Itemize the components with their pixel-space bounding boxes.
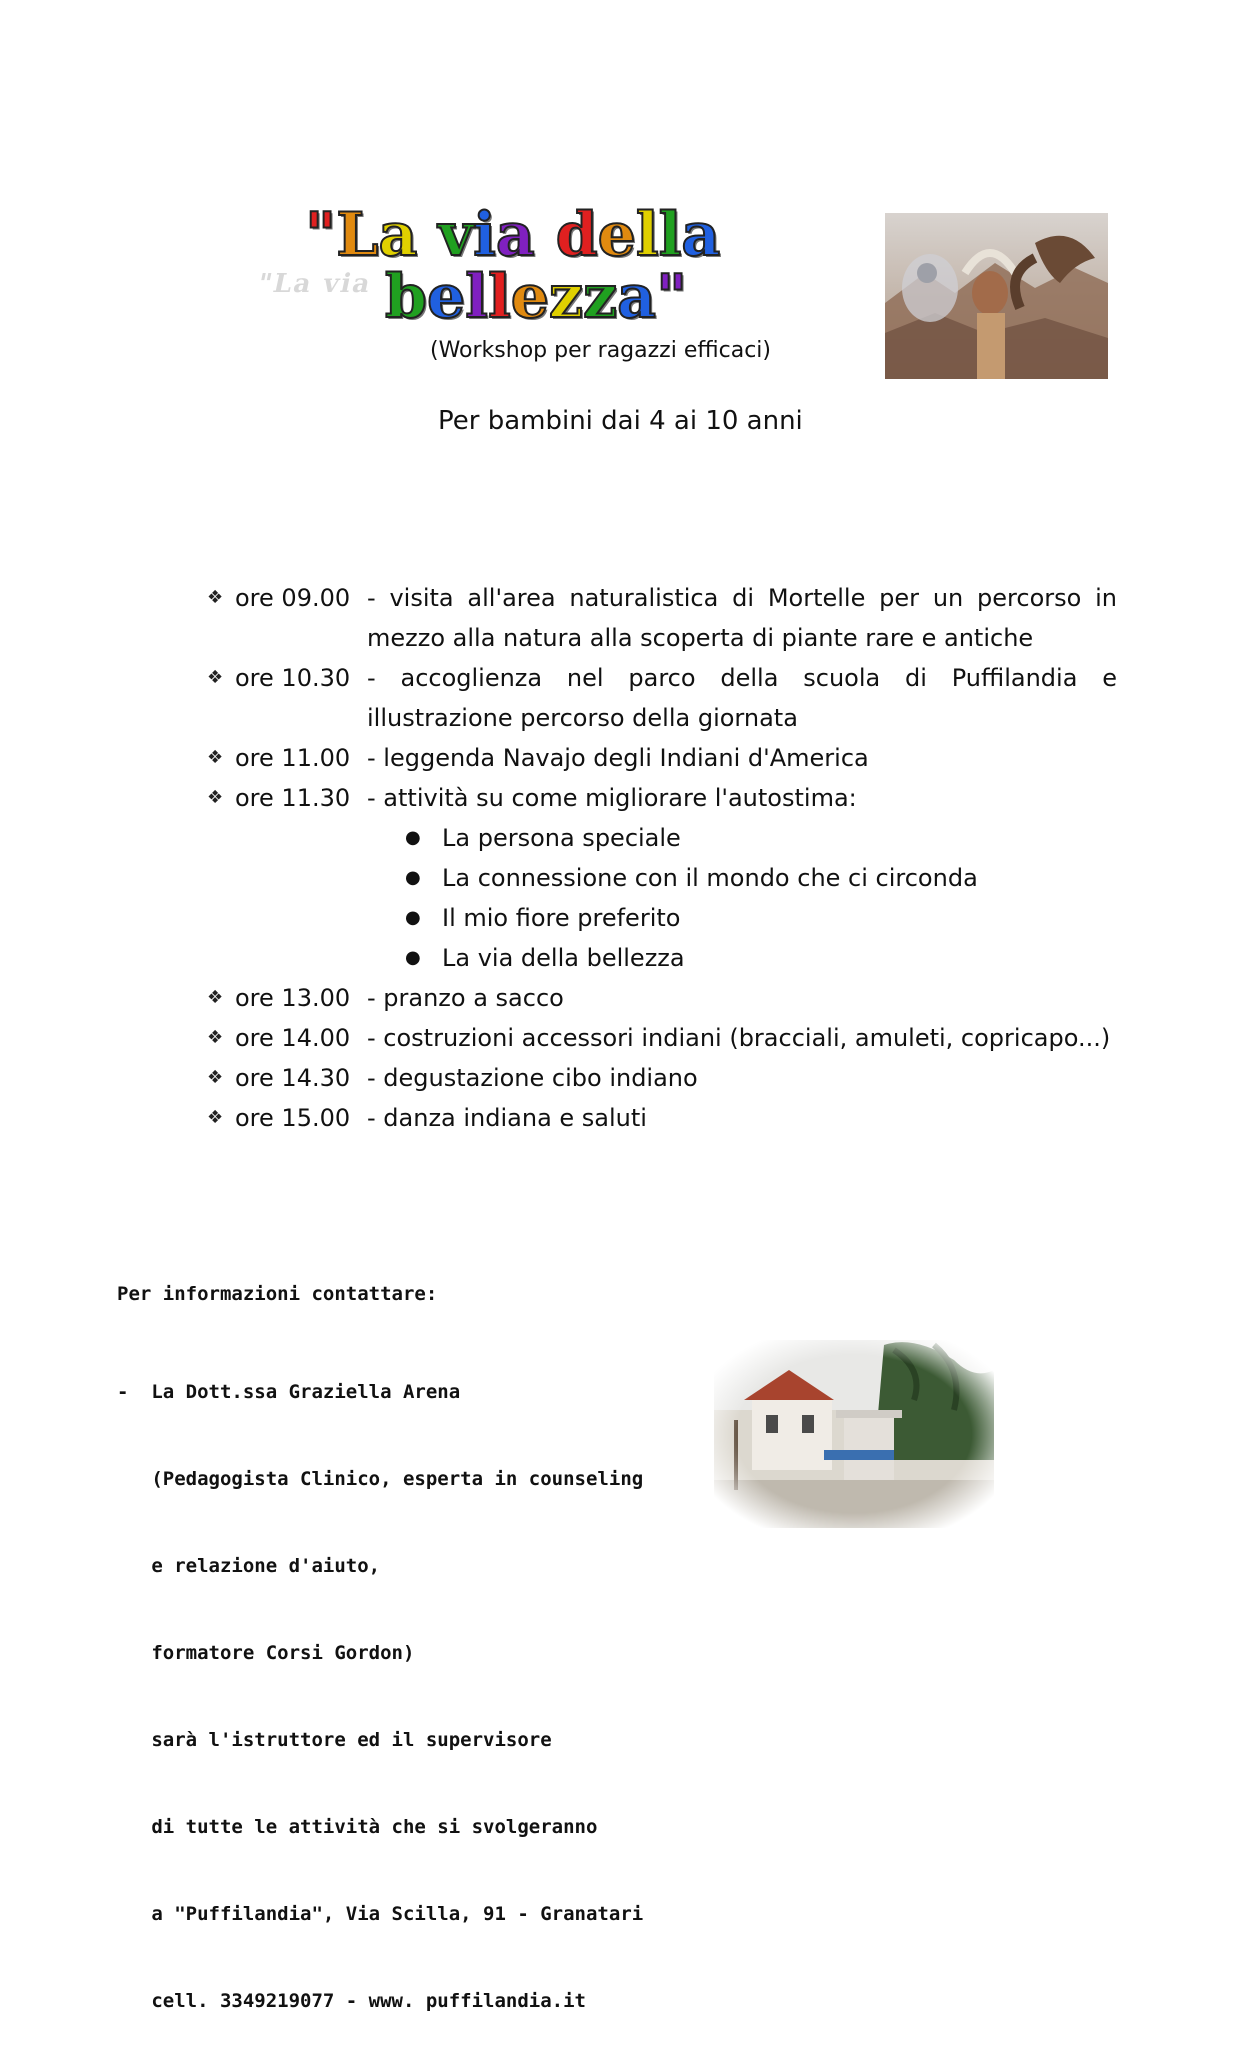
building-svg (714, 1340, 994, 1528)
subtitle: (Workshop per ragazzi efficaci) (430, 338, 771, 363)
bullet-dot-icon: ● (405, 907, 421, 928)
title-line-2 (385, 262, 688, 332)
title-letter (417, 205, 438, 265)
schedule-row (207, 1098, 1117, 1138)
schedule-row (207, 978, 1117, 1018)
contact-line: a "Puffilandia", Via Scilla, 91 - Granatari (117, 1903, 644, 1925)
title-letter: a (617, 262, 656, 332)
title-letter: L (336, 200, 379, 270)
diamond-bullet-icon: ❖ (207, 1067, 224, 1088)
title-letter: z (583, 262, 618, 332)
schedule-row (207, 738, 1117, 778)
diamond-bullet-icon: ❖ (207, 1027, 224, 1048)
diamond-bullet-icon: ❖ (207, 667, 224, 688)
title-letter: d (555, 200, 598, 270)
activity-label: Il mio fiore preferito (442, 904, 681, 932)
schedule-row (207, 778, 1117, 818)
schedule-row (207, 578, 1117, 658)
diamond-bullet-icon: ❖ (207, 1107, 224, 1128)
school-building-photo (714, 1340, 994, 1528)
contact-line: di tutte le attività che si svolgeranno (117, 1816, 598, 1838)
schedule-desc: - pranzo a sacco (367, 984, 564, 1012)
diamond-bullet-icon: ❖ (207, 747, 224, 768)
diamond-bullet-icon: ❖ (207, 787, 224, 808)
list-item (207, 818, 1117, 858)
schedule-desc: - danza indiana e saluti (367, 1104, 647, 1132)
contact-line: (Pedagogista Clinico, esperta in counseling (117, 1468, 644, 1490)
activity-label: La connessione con il mondo che ci circonda (442, 864, 978, 892)
title-block (250, 200, 890, 345)
title-letter: l (658, 200, 682, 270)
title-letter: e (597, 200, 636, 270)
schedule-desc: - attività su come migliorare l'autostima: (367, 784, 857, 812)
title-letter: a (495, 200, 535, 270)
contact-block (117, 1320, 643, 2045)
schedule-desc: - accoglienza nel parco della scuola di Puffilandia e illustrazione percorso della giornata (367, 664, 1117, 732)
contact-line: sarà l'istruttore ed il supervisore (117, 1729, 552, 1751)
schedule-time: ore 14.30 (235, 1064, 351, 1092)
contact-line: cell. 3349219077 - www. puffilandia.it (117, 1990, 586, 2012)
title-letter: " (305, 200, 337, 270)
title-letter: b (385, 262, 427, 332)
schedule-time: ore 11.30 (235, 784, 351, 812)
title-letter: " (655, 262, 688, 332)
activity-list (207, 818, 1117, 978)
schedule-time: ore 10.30 (235, 664, 351, 692)
title-letter: e (426, 262, 466, 332)
activity-label: La persona speciale (442, 824, 681, 852)
title-letter: a (378, 200, 418, 270)
native-american-illustration (885, 213, 1108, 379)
schedule-desc: - degustazione cibo indiano (367, 1064, 698, 1092)
schedule (207, 578, 1117, 1138)
title-letter: e (510, 262, 549, 332)
schedule-time: ore 13.00 (235, 984, 351, 1012)
contact-line: formatore Corsi Gordon) (117, 1642, 415, 1664)
bullet-dot-icon: ● (405, 827, 421, 848)
bullet-dot-icon: ● (405, 947, 421, 968)
list-item (207, 938, 1117, 978)
title-shadow: "La via (254, 269, 375, 299)
bullet-dot-icon: ● (405, 867, 421, 888)
schedule-desc: - leggenda Navajo degli Indiani d'America (367, 744, 869, 772)
list-item (207, 898, 1117, 938)
schedule-row (207, 658, 1117, 738)
schedule-row (207, 1058, 1117, 1098)
title-letter: z (548, 262, 583, 332)
contact-heading: Per informazioni contattare: (117, 1283, 438, 1305)
title-letter: i (473, 200, 496, 270)
list-item (207, 858, 1117, 898)
title-letter: l (635, 200, 659, 270)
schedule-row (207, 1018, 1117, 1058)
schedule-desc: - costruzioni accessori indiani (bracciali, amuleti, copricapo...) (367, 1024, 1111, 1052)
title-letter: v (438, 200, 474, 270)
title-letter: l (465, 262, 488, 332)
illustration-svg (885, 213, 1108, 379)
title-letter: a (681, 200, 721, 270)
schedule-desc: - visita all'area naturalistica di Mortelle per un percorso in mezzo alla natura alla scoperta di piante rare e antiche (367, 584, 1117, 652)
title-line-1 (305, 200, 721, 270)
contact-line: - La Dott.ssa Graziella Arena (117, 1381, 461, 1403)
audience-line: Per bambini dai 4 ai 10 anni (438, 406, 803, 436)
diamond-bullet-icon: ❖ (207, 987, 224, 1008)
schedule-time: ore 15.00 (235, 1104, 351, 1132)
contact-line: e relazione d'aiuto, (117, 1555, 381, 1577)
schedule-time: ore 14.00 (235, 1024, 351, 1052)
diamond-bullet-icon: ❖ (207, 587, 224, 608)
title-letter: l (487, 262, 511, 332)
activity-label: La via della bellezza (442, 944, 685, 972)
schedule-time: ore 11.00 (235, 744, 351, 772)
title-letter (535, 205, 556, 265)
schedule-time: ore 09.00 (235, 584, 351, 612)
